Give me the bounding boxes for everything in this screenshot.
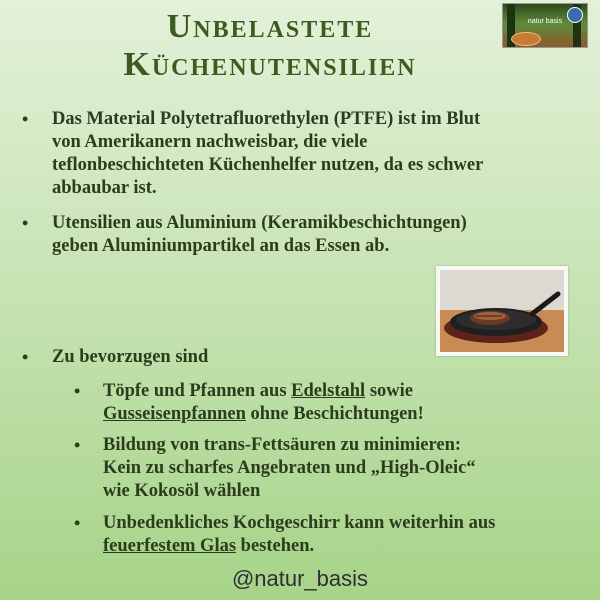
sub-2-line-2: Kein zu scharfes Angebraten und „High-Oleic“ [103, 458, 476, 478]
social-handle: @natur_basis [231, 566, 369, 591]
bullet-2-line-2: geben Aluminiumpartikel an das Essen ab. [52, 236, 390, 256]
sub-bullet-marker: • [74, 513, 81, 533]
title-line-2: Küchenutensilien [123, 46, 417, 83]
sub-3-line-1: Unbedenkliches Kochgeschirr kann weiterhin aus [103, 513, 496, 533]
bullet-1-line-4: abbaubar ist. [52, 178, 157, 198]
sub-bullet-marker: • [74, 381, 81, 401]
bullet-marker: • [22, 213, 29, 233]
title-line-1: Unbelastete [166, 8, 374, 45]
sub-2-line-1: Bildung von trans-Fettsäuren zu minimieren: [103, 435, 462, 455]
sub-2-line-3: wie Kokosöl wählen [103, 481, 261, 501]
gusseisenpfannen-text: Gusseisenpfannen [103, 404, 246, 424]
bullet-marker: • [22, 109, 29, 129]
bullet-1-line-3: teflonbeschichteten Küchenhelfer nutzen, da es schwer [52, 155, 484, 175]
sub-3-text: bestehen. [236, 536, 315, 556]
bullet-2-line-1: Utensilien aus Aluminium (Keramikbeschichtungen) [52, 213, 467, 233]
logo-label: natur basis [527, 18, 563, 25]
sub-1-text: ohne Beschichtungen! [245, 404, 424, 424]
bullet-1-line-1: Das Material Polytetrafluorethylen (PTFE) ist im Blut [52, 109, 481, 129]
bullet-marker: • [22, 347, 29, 367]
bullet-3-line-1: Zu bevorzugen sind [52, 347, 209, 367]
feuerfestem-glas-text: feuerfestem Glas [103, 536, 237, 556]
edelstahl-link-text: Edelstahl [291, 381, 366, 401]
bullet-1-line-2: von Amerikanern nachweisbar, die viele [52, 132, 368, 152]
sub-3-line-2 [103, 535, 314, 558]
sub-1-line-1 [103, 380, 413, 403]
sub-1-line-2 [103, 403, 424, 426]
steak-skillet-photo [436, 266, 568, 356]
sub-bullet-marker: • [74, 435, 81, 455]
sub-1-text: Töpfe und Pfannen aus [103, 381, 292, 401]
sub-1-text: sowie [365, 381, 413, 401]
skillet-illustration [440, 270, 564, 352]
